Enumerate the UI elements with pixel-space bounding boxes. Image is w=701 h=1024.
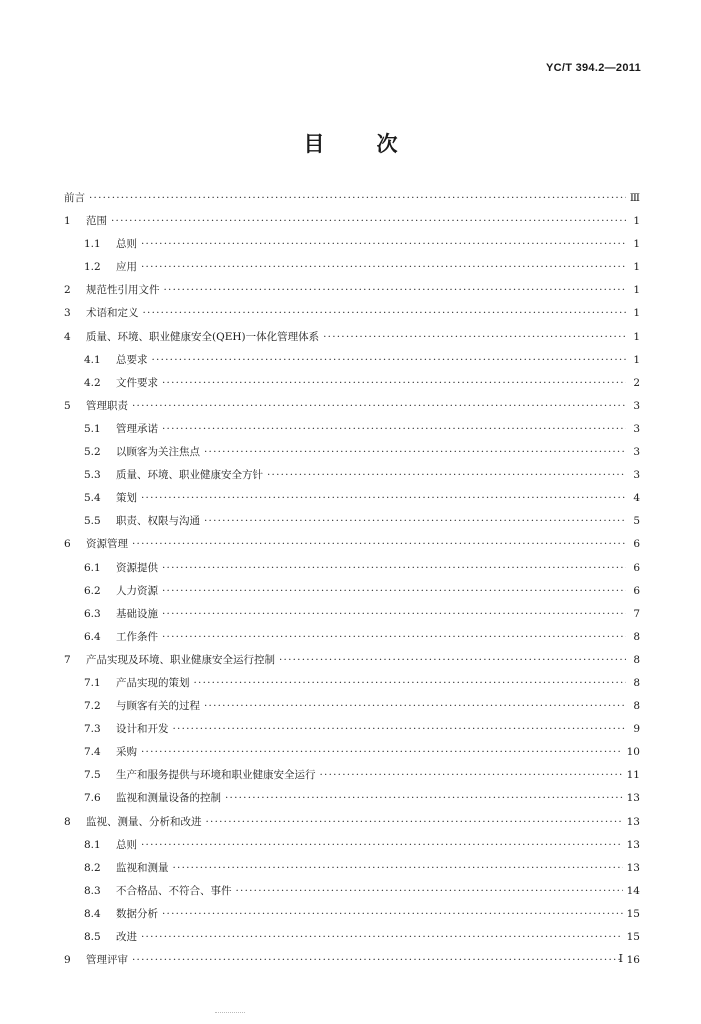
toc-entry-number: 9 xyxy=(64,954,71,967)
toc-entry-number: 4 xyxy=(64,330,71,343)
toc-dot-leader xyxy=(162,377,626,389)
toc-entry-page: 7 xyxy=(633,607,640,620)
toc-dot-leader xyxy=(204,515,626,527)
toc-entry-number: 7.2 xyxy=(84,700,101,713)
toc-entry-number: 8.5 xyxy=(84,931,101,943)
toc-entry-page: 6 xyxy=(633,538,640,551)
toc-entry-page: 3 xyxy=(633,446,640,459)
toc-entry[interactable] xyxy=(64,375,640,398)
toc-entry[interactable] xyxy=(64,536,640,559)
toc-entry-page: 13 xyxy=(626,861,640,874)
toc-dot-leader xyxy=(206,816,623,828)
toc-entry-label: 规范性引用文件 xyxy=(86,284,160,297)
toc-dot-leader xyxy=(89,192,626,204)
toc-dot-leader xyxy=(111,215,626,227)
toc-dot-leader xyxy=(152,354,627,366)
toc-entry-page: 14 xyxy=(626,884,640,897)
toc-entry-page: 8 xyxy=(633,676,640,689)
toc-entry-label: 术语和定义 xyxy=(86,307,139,320)
toc-entry[interactable] xyxy=(64,652,640,675)
toc-entry-number: 5.2 xyxy=(84,446,101,459)
toc-entry-number: 7 xyxy=(64,653,71,666)
toc-dot-leader xyxy=(225,792,623,804)
toc-dot-leader xyxy=(173,862,623,874)
toc-entry-page: 13 xyxy=(626,792,640,805)
toc-entry-label: 总要求 xyxy=(116,353,148,366)
toc-dot-leader xyxy=(204,446,626,458)
toc-entry-number: 5.4 xyxy=(84,492,101,505)
toc-entry-number: 5.3 xyxy=(84,469,101,482)
toc-entry[interactable] xyxy=(64,560,640,583)
toc-entry-label: 数据分析 xyxy=(116,907,158,920)
toc-entry-page: 8 xyxy=(633,630,640,643)
toc-entry[interactable] xyxy=(64,190,640,213)
toc-entry-number: 5 xyxy=(64,399,71,412)
toc-title-part1: 目 xyxy=(303,132,325,156)
toc-entry-page: 2 xyxy=(633,376,640,389)
toc-entry-label: 范围 xyxy=(86,215,107,228)
toc-entry-number: 1.1 xyxy=(84,238,101,251)
toc-entry[interactable] xyxy=(64,906,640,929)
toc-dot-leader xyxy=(141,261,626,273)
toc-entry[interactable] xyxy=(64,837,640,860)
toc-entry[interactable] xyxy=(64,721,640,744)
toc-dot-leader xyxy=(194,677,627,689)
toc-title-part2: 次 xyxy=(376,132,398,156)
toc-dot-leader xyxy=(141,492,626,504)
toc-entry-label: 监视和测量 xyxy=(116,861,169,874)
toc-entry-label: 生产和服务提供与环境和职业健康安全运行 xyxy=(116,769,316,782)
toc-entry-number: 2 xyxy=(64,284,71,297)
toc-entry-label: 监视和测量设备的控制 xyxy=(116,792,221,805)
document-code: YC/T 394.2—2011 xyxy=(545,62,641,74)
toc-entry-label: 职责、权限与沟通 xyxy=(116,515,200,528)
toc-entry[interactable] xyxy=(64,305,640,328)
toc-entry-page: 15 xyxy=(626,907,640,920)
toc-entry-number: 8.3 xyxy=(84,884,101,897)
toc-entry-number: 6.4 xyxy=(84,630,101,643)
toc-entry-page: 1 xyxy=(633,215,640,228)
toc-entry-label: 人力资源 xyxy=(116,584,158,597)
toc-dot-leader xyxy=(162,908,623,920)
toc-entry[interactable] xyxy=(64,467,640,490)
toc-entry-number: 6.1 xyxy=(84,561,101,574)
toc-dot-leader xyxy=(162,423,626,435)
toc-entry-number: 3 xyxy=(64,307,71,320)
toc-dot-leader xyxy=(164,284,627,296)
toc-entry-number: 4.1 xyxy=(84,353,101,366)
toc-entry[interactable] xyxy=(64,490,640,513)
toc-entry[interactable] xyxy=(64,675,640,698)
toc-entry-label: 与顾客有关的过程 xyxy=(116,700,200,713)
toc-entry-label: 不合格品、不符合、事件 xyxy=(116,884,232,897)
toc-entry[interactable] xyxy=(64,883,640,906)
toc-entry[interactable] xyxy=(64,929,640,952)
toc-entry-number: 7.1 xyxy=(84,676,101,689)
toc-entry-label: 以顾客为关注焦点 xyxy=(116,446,200,459)
toc-entry-number: 1 xyxy=(64,215,71,228)
toc-entry-page: 9 xyxy=(633,723,640,736)
toc-dot-leader xyxy=(320,769,623,781)
toc-entry-label: 资源提供 xyxy=(116,561,158,574)
toc-entry-label: 产品实现的策划 xyxy=(116,676,190,689)
toc-title xyxy=(0,128,701,158)
toc-entry-number: 7.3 xyxy=(84,723,101,736)
toc-entry-number: 6.3 xyxy=(84,607,101,620)
toc-entry-page: 15 xyxy=(626,931,640,943)
toc-entry-page: 1 xyxy=(633,284,640,297)
toc-entry-label: 总则 xyxy=(116,838,137,851)
footer-mark xyxy=(215,1012,245,1015)
toc-entry-page: 1 xyxy=(633,261,640,274)
toc-entry-page: 3 xyxy=(633,399,640,412)
toc-entry-number: 8.4 xyxy=(84,907,101,920)
toc-entry[interactable] xyxy=(64,814,640,837)
toc-entry-page: 11 xyxy=(626,769,640,782)
toc-entry-label: 总则 xyxy=(116,238,137,251)
toc-entry-label: 质量、环境、职业健康安全方针 xyxy=(116,469,263,482)
toc-entry[interactable] xyxy=(64,421,640,444)
toc-entry[interactable] xyxy=(64,790,640,813)
toc-entry-page: 13 xyxy=(626,838,640,851)
toc-entry-page: 1 xyxy=(633,238,640,251)
toc-entry[interactable] xyxy=(64,329,640,352)
toc-dot-leader xyxy=(162,631,626,643)
toc-entry[interactable] xyxy=(64,583,640,606)
toc-entry[interactable] xyxy=(64,606,640,629)
toc-entry-number: 1.2 xyxy=(84,261,101,274)
toc-entry-label: 管理承诺 xyxy=(116,422,158,435)
toc-entry-label: 质量、环境、职业健康安全(QEH)一体化管理体系 xyxy=(86,330,320,343)
toc-entry[interactable] xyxy=(64,952,640,975)
toc-entry-label: 改进 xyxy=(116,931,137,943)
toc-entry-page: 4 xyxy=(633,492,640,505)
toc-dot-leader xyxy=(141,746,623,758)
toc-entry[interactable] xyxy=(64,513,640,536)
toc-entry-label: 监视、测量、分析和改进 xyxy=(86,815,202,828)
toc-entry-label: 设计和开发 xyxy=(116,723,169,736)
toc-entry-page: 1 xyxy=(633,307,640,320)
page-number: I xyxy=(618,952,623,965)
toc-entry-number: 4.2 xyxy=(84,376,101,389)
toc-dot-leader xyxy=(141,839,623,851)
table-of-contents xyxy=(64,190,640,975)
toc-dot-leader xyxy=(323,331,626,343)
toc-dot-leader xyxy=(162,585,626,597)
toc-entry-page: 6 xyxy=(633,561,640,574)
toc-entry[interactable] xyxy=(64,282,640,305)
toc-entry[interactable] xyxy=(64,744,640,767)
toc-entry-page: 6 xyxy=(633,584,640,597)
toc-entry-label: 应用 xyxy=(116,261,137,274)
toc-entry-page: 3 xyxy=(633,422,640,435)
toc-entry-number: 7.5 xyxy=(84,769,101,782)
toc-entry-number: 6.2 xyxy=(84,584,101,597)
toc-entry[interactable] xyxy=(64,629,640,652)
toc-entry-label: 采购 xyxy=(116,746,137,759)
toc-entry-label: 管理评审 xyxy=(86,954,128,967)
toc-entry-label: 基础设施 xyxy=(116,607,158,620)
toc-entry-number: 5.5 xyxy=(84,515,101,528)
toc-entry-number: 8 xyxy=(64,815,71,828)
toc-entry-page: 16 xyxy=(626,954,640,967)
toc-entry-page: 5 xyxy=(633,515,640,528)
toc-dot-leader xyxy=(132,954,623,966)
toc-entry[interactable] xyxy=(64,860,640,883)
toc-entry[interactable] xyxy=(64,213,640,236)
toc-dot-leader xyxy=(143,307,627,319)
toc-entry-label: 产品实现及环境、职业健康安全运行控制 xyxy=(86,653,275,666)
toc-entry-label: 工作条件 xyxy=(116,630,158,643)
toc-dot-leader xyxy=(204,700,626,712)
toc-entry-page: 1 xyxy=(633,330,640,343)
toc-entry-label: 资源管理 xyxy=(86,538,128,551)
toc-entry[interactable] xyxy=(64,767,640,790)
toc-dot-leader xyxy=(267,469,626,481)
toc-dot-leader xyxy=(236,885,623,897)
toc-entry-label: 前言 xyxy=(64,192,85,204)
toc-entry-number: 8.2 xyxy=(84,861,101,874)
toc-dot-leader xyxy=(162,608,626,620)
toc-dot-leader xyxy=(132,400,626,412)
toc-dot-leader xyxy=(162,562,626,574)
toc-entry[interactable] xyxy=(64,259,640,282)
toc-entry[interactable] xyxy=(64,398,640,421)
toc-entry-page: 1 xyxy=(633,353,640,366)
toc-entry-number: 5.1 xyxy=(84,422,101,435)
toc-entry-page: 8 xyxy=(633,700,640,713)
toc-entry[interactable] xyxy=(64,444,640,467)
toc-dot-leader xyxy=(141,931,623,943)
toc-entry-page: 10 xyxy=(626,746,640,759)
toc-entry-page: Ⅲ xyxy=(629,192,640,204)
toc-entry-number: 7.4 xyxy=(84,746,101,759)
toc-entry[interactable] xyxy=(64,352,640,375)
toc-entry-number: 8.1 xyxy=(84,838,101,851)
toc-entry-label: 策划 xyxy=(116,492,137,505)
toc-entry-number: 7.6 xyxy=(84,792,101,805)
toc-entry-page: 8 xyxy=(633,653,640,666)
toc-entry-page: 3 xyxy=(633,469,640,482)
toc-entry[interactable] xyxy=(64,236,640,259)
toc-dot-leader xyxy=(279,654,626,666)
toc-entry-label: 管理职责 xyxy=(86,399,128,412)
toc-entry-page: 13 xyxy=(626,815,640,828)
toc-dot-leader xyxy=(141,238,626,250)
toc-entry-number: 6 xyxy=(64,538,71,551)
toc-dot-leader xyxy=(173,723,627,735)
toc-entry-label: 文件要求 xyxy=(116,376,158,389)
toc-entry[interactable] xyxy=(64,698,640,721)
toc-dot-leader xyxy=(132,538,626,550)
